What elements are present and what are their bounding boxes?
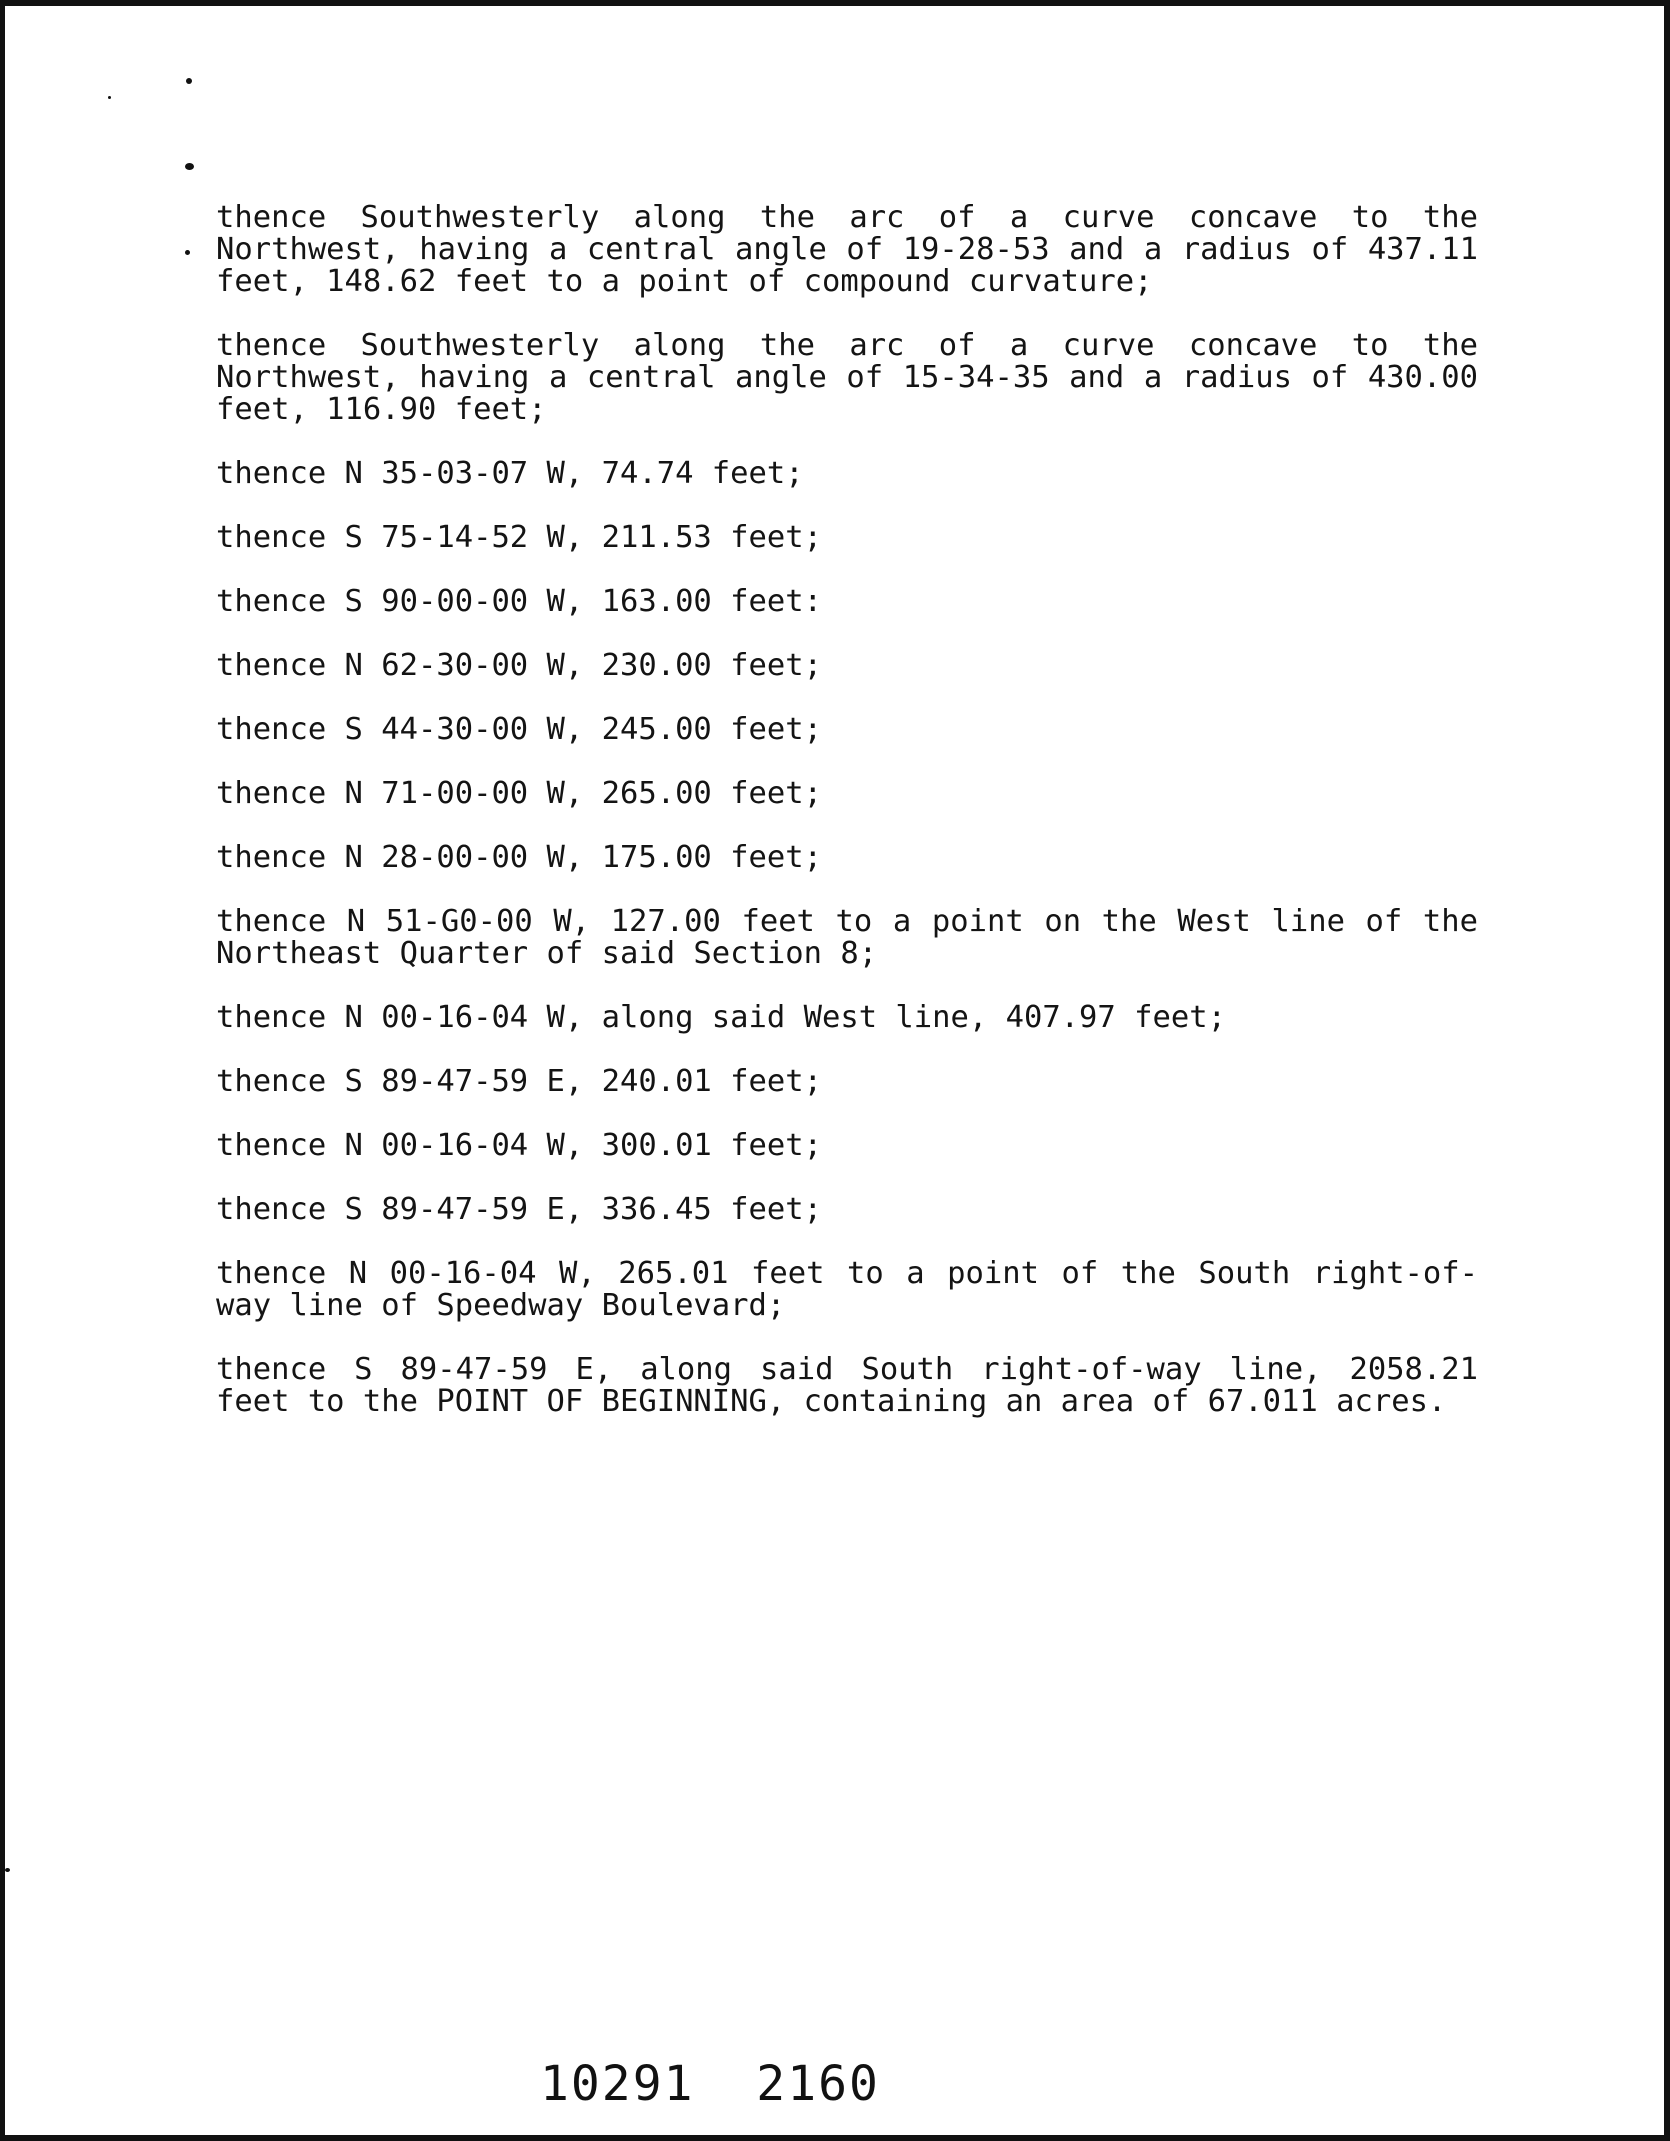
scan-speck — [108, 96, 111, 99]
paragraph-course: thence S 89-47-59 E, 240.01 feet; — [216, 1064, 822, 1099]
paragraph-course: thence S 44-30-00 W, 245.00 feet; — [216, 712, 822, 747]
scan-speck — [185, 163, 194, 170]
paragraph-arc-curve-1: thence Southwesterly along the arc of a curve concave to the Northwest, having a central angle of 19-28-53 and a radius of 437.11 feet, 148.62 feet to a point of compound curvature; — [216, 200, 1478, 299]
paragraph-speedway: thence N 00-16-04 W, 265.01 feet to a point of the South right-of-way line of Speedway Boulevard; — [216, 1256, 1478, 1323]
scan-speck — [186, 78, 192, 84]
scan-speck — [5, 1868, 10, 1872]
page-stamp-number: 10291 2160 — [540, 2056, 880, 2112]
paragraph-course: thence N 62-30-00 W, 230.00 feet; — [216, 648, 822, 683]
paragraph-course: thence N 35-03-07 W, 74.74 feet; — [216, 456, 804, 491]
paragraph-course: thence N 28-00-00 W, 175.00 feet; — [216, 840, 822, 875]
scan-speck — [185, 250, 190, 255]
paragraph-west-line: thence N 51-G0-00 W, 127.00 feet to a point on the West line of the Northeast Quarter of said Section 8; — [216, 904, 1478, 971]
paragraph-course: thence S 90-00-00 W, 163.00 feet: — [216, 584, 822, 619]
paragraph-course: thence N 71-00-00 W, 265.00 feet; — [216, 776, 822, 811]
paragraph-arc-curve-2: thence Southwesterly along the arc of a curve concave to the Northwest, having a central angle of 15-34-35 and a radius of 430.00 feet, 116.90 feet; — [216, 328, 1478, 427]
legal-description-text — [216, 202, 1478, 1450]
paragraph-course: thence S 75-14-52 W, 211.53 feet; — [216, 520, 822, 555]
paragraph-course: thence S 89-47-59 E, 336.45 feet; — [216, 1192, 822, 1227]
paragraph-course: thence N 00-16-04 W, along said West line, 407.97 feet; — [216, 1000, 1226, 1035]
paragraph-point-of-beginning: thence S 89-47-59 E, along said South right-of-way line, 2058.21 feet to the POINT OF BEGINNING, containing an area of 67.011 acres. — [216, 1352, 1478, 1419]
paragraph-course: thence N 00-16-04 W, 300.01 feet; — [216, 1128, 822, 1163]
